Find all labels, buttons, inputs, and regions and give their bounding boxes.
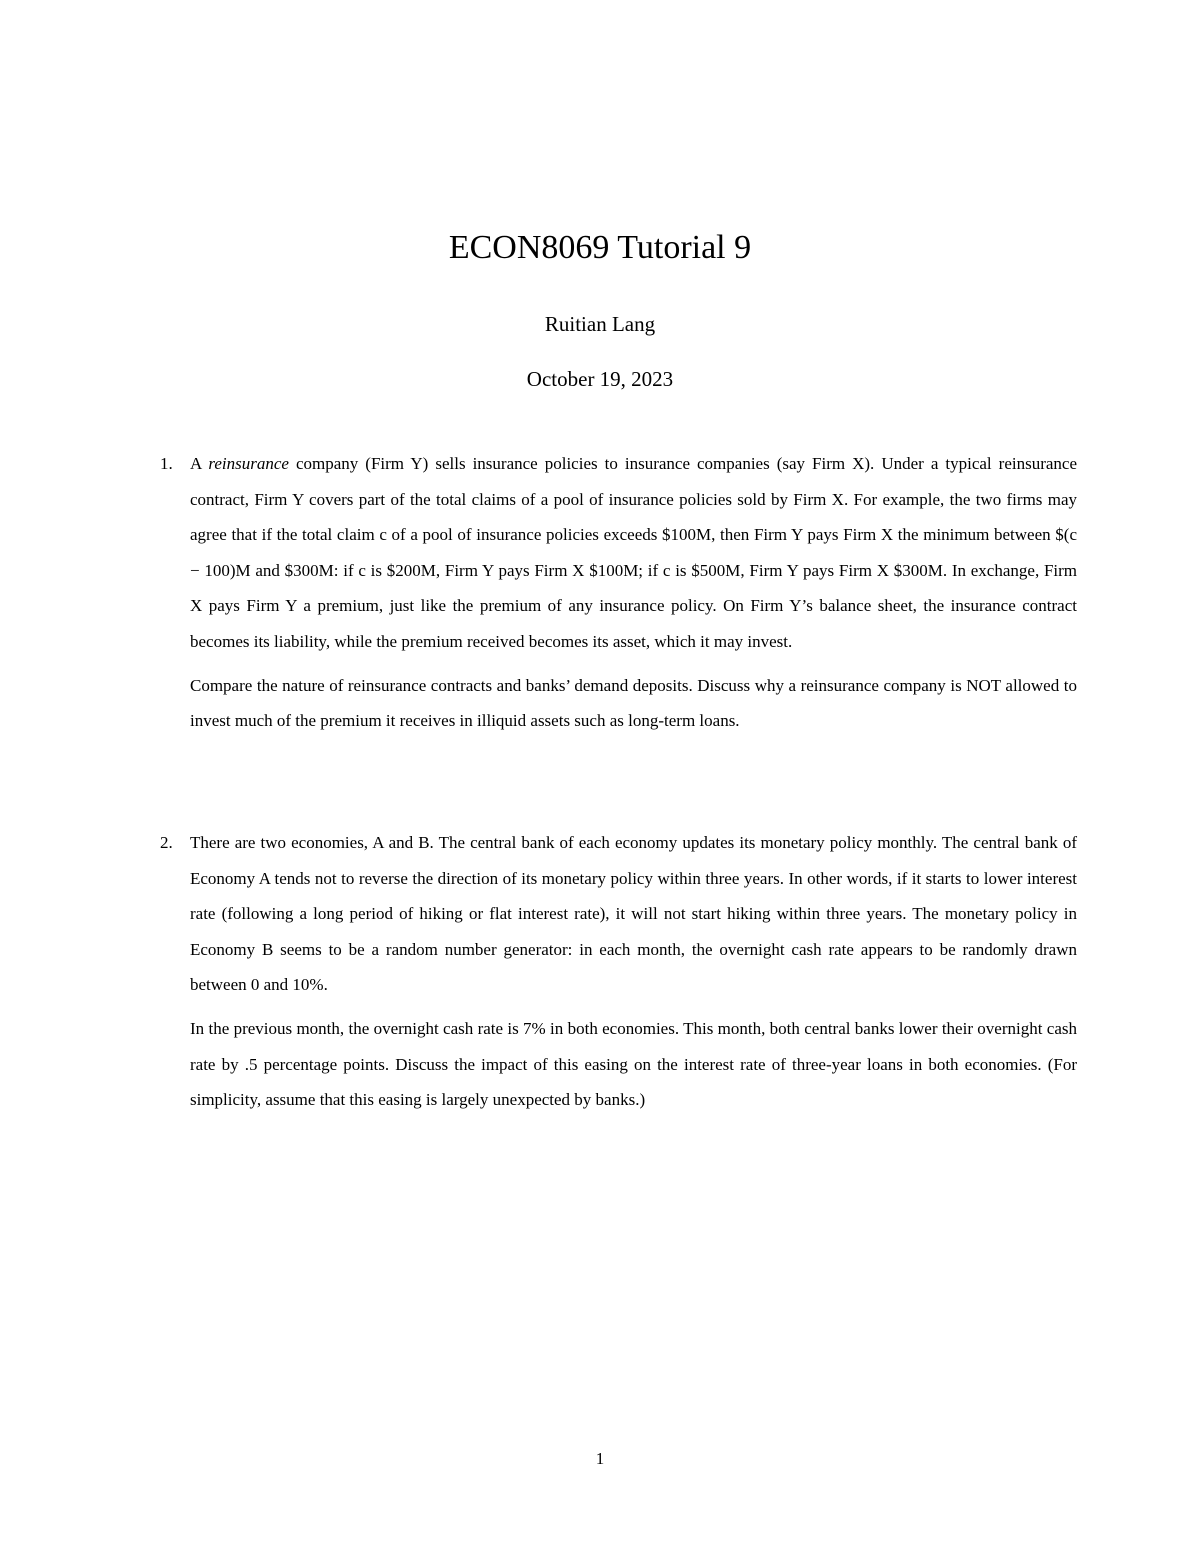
question-paragraph: There are two economies, A and B. The central bank of each economy updates its monetary policy monthly. The central bank of Economy A tends not to reverse the direction of its monetary policy within three years. In other words, if it starts to lower interest rate (following a long period of hiking or flat interest rate), it will not start hiking within three years. The monetary policy in Economy B seems to be a random number generator: in each month, the overnight cash rate appears to be randomly drawn between 0 and 10%. <box>190 833 1077 995</box>
question-paragraph: Compare the nature of reinsurance contracts and banks’ demand deposits. Discuss why a reinsurance company is NOT allowed to invest much of the premium it receives in illiquid assets such as long-term loans. <box>190 675 1077 731</box>
document-author: Ruitian Lang <box>544 312 656 336</box>
document-date: October 19, 2023 <box>526 367 674 391</box>
question-2 <box>160 825 1077 1118</box>
paragraph-text: A <box>190 454 209 473</box>
document-title: ECON8069 Tutorial 9 <box>448 229 752 266</box>
question-paragraph <box>190 446 1077 660</box>
page-number: 1 <box>595 1449 605 1468</box>
question-body <box>190 446 1077 739</box>
question-1 <box>160 446 1077 739</box>
question-body <box>190 825 1077 1118</box>
question-number: 1. <box>160 454 173 473</box>
emphasized-term: reinsurance <box>208 454 289 473</box>
question-number: 2. <box>160 833 173 852</box>
paragraph-text: company (Firm Y) sells insurance policies to insurance companies (say Firm X). Under a typical reinsurance contract, Firm Y covers part of the total claims of a pool of insurance policies sold by Firm X. For example, the two firms may agree that if the total claim c of a pool of insurance policies exceeds $100M, then Firm Y pays Firm X the minimum between $(c − 100)M and $300M: if c is $200M, Firm Y pays Firm X $100M; if c is $500M, Firm Y pays Firm X $300M. In exchange, Firm X pays Firm Y a premium, just like the premium of any insurance policy. On Firm Y’s balance sheet, the insurance contract becomes its liability, while the premium received becomes its asset, which it may invest. <box>190 454 1077 651</box>
question-paragraph: In the previous month, the overnight cash rate is 7% in both economies. This month, both central banks lower their overnight cash rate by .5 percentage points. Discuss the impact of this easing on the interest rate of three-year loans in both economies. (For simplicity, assume that this easing is largely unexpected by banks.) <box>190 1018 1077 1110</box>
